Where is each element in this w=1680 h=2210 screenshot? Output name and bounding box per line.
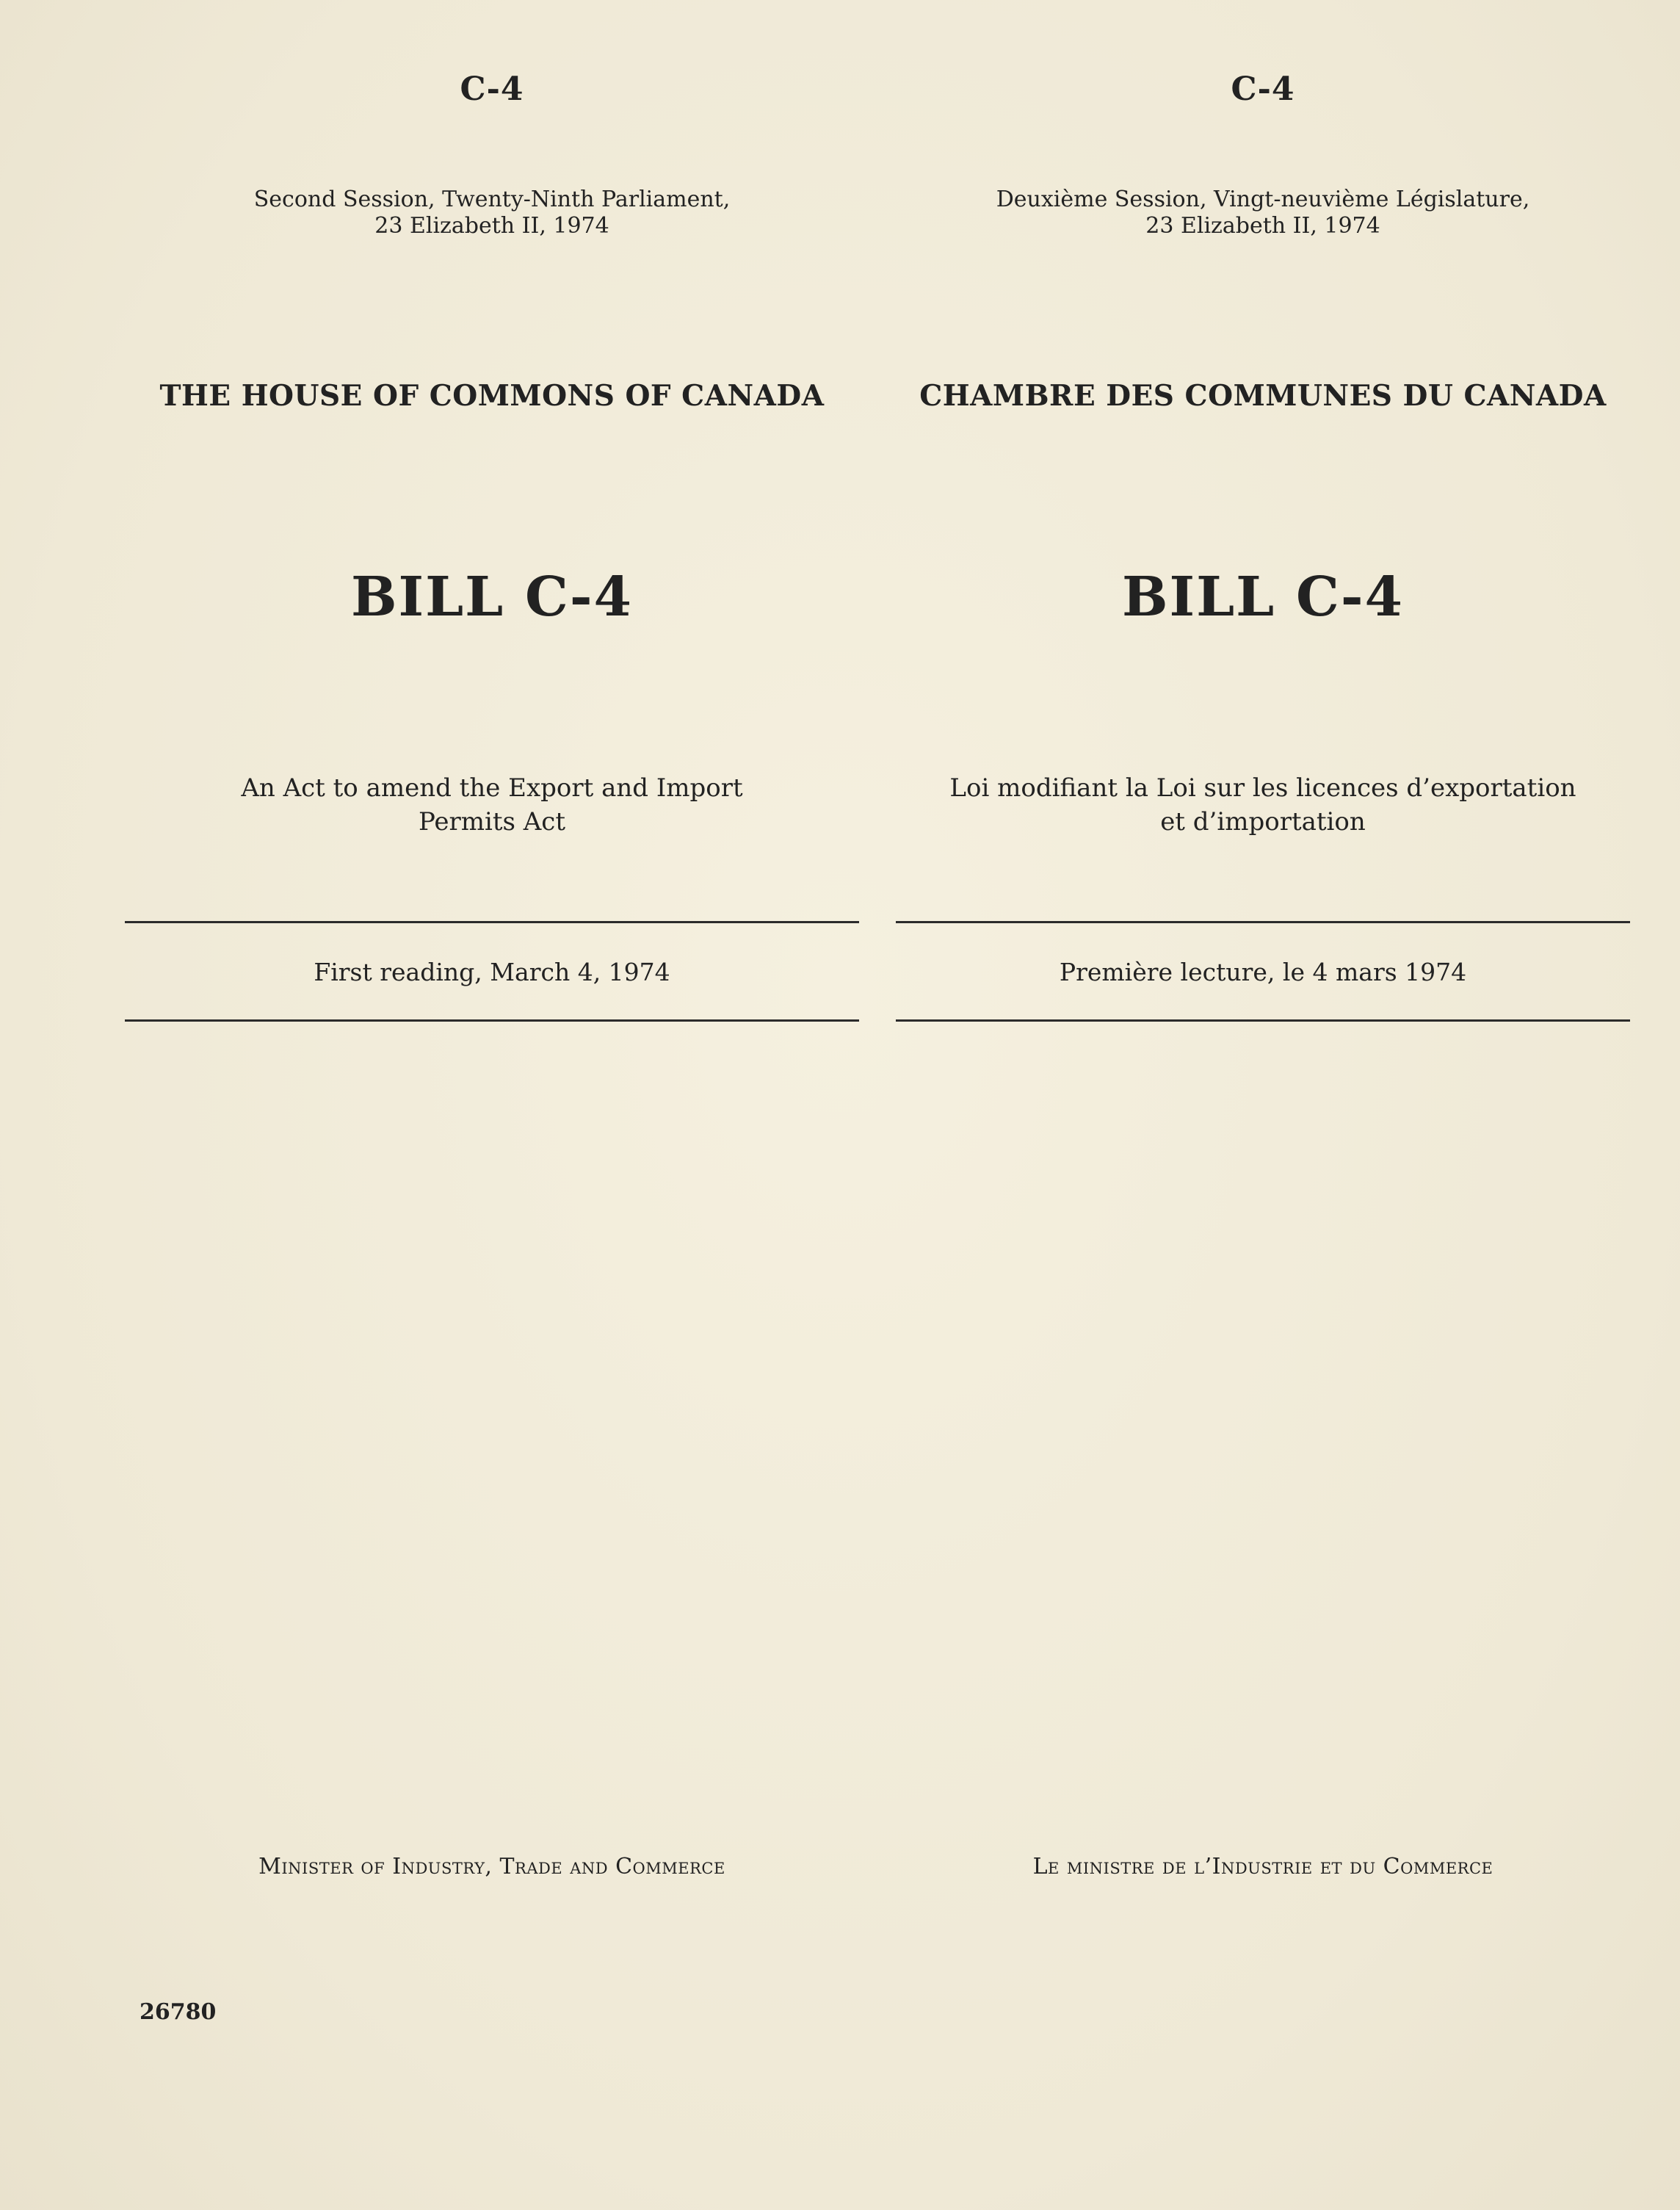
divider-rule [125,1019,859,1022]
bill-title: BILL C-4 [1121,566,1405,629]
french-column [896,0,1630,2210]
english-column [125,0,859,2210]
session-info [125,187,859,239]
act-title-line: Loi modifiant la Loi sur les licences d’exportation [949,773,1576,803]
session-line: Second Session, Twenty-Ninth Parliament, [253,187,731,212]
minister-name [125,1854,859,1879]
session-line: Deuxième Session, Vingt-neuvième Législature, [996,187,1530,212]
minister-label: Minister of Industry, Trade and Commerce [258,1854,725,1879]
house-heading: CHAMBRE DES COMMUNES DU CANADA [919,379,1607,413]
session-year-line: 23 Elizabeth II, 1974 [1145,213,1380,239]
divider-rule [896,921,1630,923]
reading-date: Première lecture, le 4 mars 1974 [1059,958,1467,986]
reading-date: First reading, March 4, 1974 [314,958,670,986]
bill-title: BILL C-4 [350,566,634,629]
print-number: 26780 [140,1999,217,2025]
minister-label: Le ministre de l’Industrie et du Commerce [1032,1854,1493,1879]
session-year-line: 23 Elizabeth II, 1974 [374,213,609,239]
bill-code: C-4 [1231,71,1295,108]
act-title-line: Permits Act [418,807,565,837]
act-title-line: An Act to amend the Export and Import [241,773,743,803]
act-title [125,771,859,839]
session-info [896,187,1630,239]
act-title [896,771,1630,839]
divider-rule [125,921,859,923]
minister-name [896,1854,1630,1879]
bill-code: C-4 [460,71,524,108]
divider-rule [896,1019,1630,1022]
act-title-line: et d’importation [1160,807,1366,837]
house-heading: THE HOUSE OF COMMONS OF CANADA [159,379,825,413]
